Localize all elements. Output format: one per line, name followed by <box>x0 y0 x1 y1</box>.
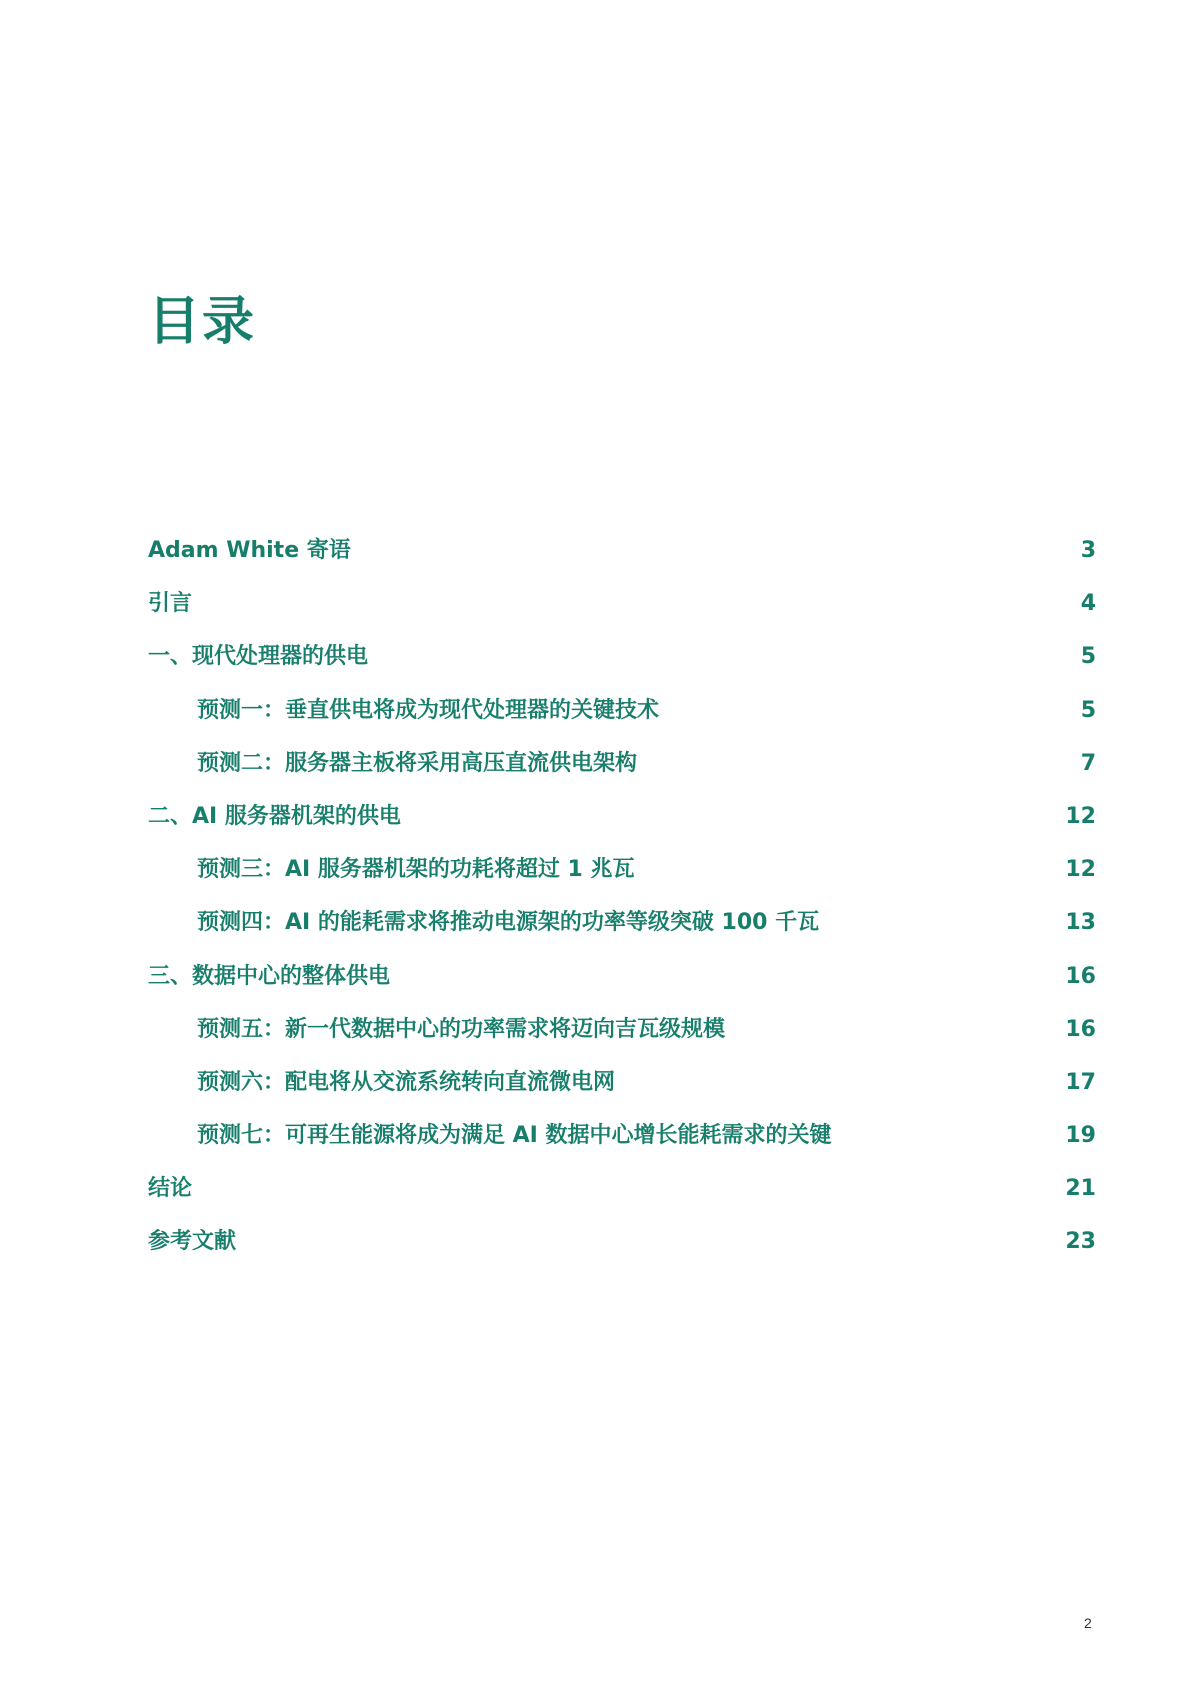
page-number: 2 <box>1084 1615 1092 1631</box>
toc-entry-page-number: 4 <box>1080 591 1096 617</box>
toc-entry-title: 预测二：服务器主板将采用高压直流供电架构 <box>197 750 638 776</box>
toc-entry-introduction[interactable] <box>148 587 1096 640</box>
toc-entry-page-number: 5 <box>1080 697 1096 723</box>
toc-entry-page-number: 19 <box>1065 1123 1096 1149</box>
toc-entry-section-1[interactable] <box>148 640 1096 693</box>
toc-entry-title: 预测三：AI 服务器机架的功耗将超过 1 兆瓦 <box>197 857 635 883</box>
toc-entry-prediction-1[interactable] <box>148 694 1096 747</box>
toc-entry-title: Adam White 寄语 <box>148 538 351 563</box>
toc-entry-preface[interactable] <box>148 534 1096 587</box>
table-of-contents <box>148 534 1096 1279</box>
toc-entry-title: 结论 <box>148 1176 193 1202</box>
toc-entry-page-number: 12 <box>1065 857 1096 883</box>
toc-entry-prediction-6[interactable] <box>148 1066 1096 1119</box>
toc-entry-page-number: 13 <box>1065 910 1096 936</box>
toc-entry-page-number: 16 <box>1065 963 1096 989</box>
toc-entry-title: 预测五：新一代数据中心的功率需求将迈向吉瓦级规模 <box>197 1016 726 1042</box>
toc-entry-page-number: 3 <box>1080 538 1096 563</box>
toc-entry-title: 预测一：垂直供电将成为现代处理器的关键技术 <box>197 697 660 723</box>
toc-entry-section-2[interactable] <box>148 800 1096 853</box>
toc-entry-title: 引言 <box>148 591 193 617</box>
toc-entry-prediction-3[interactable] <box>148 853 1096 906</box>
toc-entry-title: 预测四：AI 的能耗需求将推动电源架的功率等级突破 100 千瓦 <box>197 910 820 936</box>
toc-entry-page-number: 21 <box>1065 1176 1096 1202</box>
toc-entry-prediction-2[interactable] <box>148 747 1096 800</box>
toc-entry-page-number: 17 <box>1065 1069 1096 1095</box>
toc-entry-references[interactable] <box>148 1225 1096 1278</box>
toc-entry-title: 三、数据中心的整体供电 <box>148 963 391 989</box>
toc-entry-section-3[interactable] <box>148 960 1096 1013</box>
toc-entry-conclusion[interactable] <box>148 1172 1096 1225</box>
toc-entry-page-number: 12 <box>1065 803 1096 829</box>
toc-entry-prediction-7[interactable] <box>148 1119 1096 1172</box>
toc-entry-prediction-5[interactable] <box>148 1013 1096 1066</box>
toc-entry-title: 参考文献 <box>148 1229 237 1255</box>
toc-entry-page-number: 7 <box>1080 750 1096 776</box>
page-title: 目录 <box>148 292 257 352</box>
toc-entry-title: 二、AI 服务器机架的供电 <box>148 803 401 829</box>
toc-entry-title: 预测七：可再生能源将成为满足 AI 数据中心增长能耗需求的关键 <box>197 1123 832 1149</box>
toc-entry-title: 一、现代处理器的供电 <box>148 644 369 670</box>
toc-entry-prediction-4[interactable] <box>148 906 1096 959</box>
toc-entry-page-number: 23 <box>1065 1229 1096 1255</box>
toc-entry-page-number: 5 <box>1080 644 1096 670</box>
toc-entry-title: 预测六：配电将从交流系统转向直流微电网 <box>197 1069 616 1095</box>
toc-entry-page-number: 16 <box>1065 1016 1096 1042</box>
